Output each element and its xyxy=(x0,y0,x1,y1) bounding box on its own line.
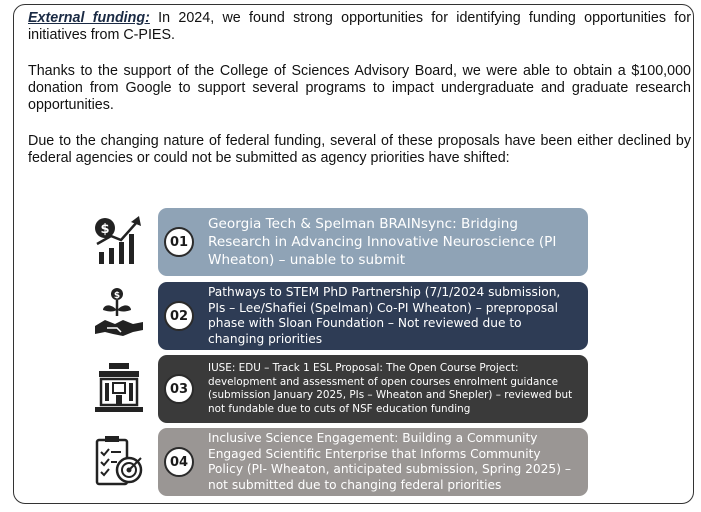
funding-item-4-text: Inclusive Science Engagement: Building a Community Engaged Scientific Enterprise that Informs Community Policy (PI- Wheaton, anticipated submission, Spring 2025) – not submitted due to changing federal priorities xyxy=(208,431,571,492)
funding-item-1 xyxy=(93,208,593,276)
svg-text:$: $ xyxy=(100,222,110,237)
item-number-badge: 03 xyxy=(164,374,194,404)
funding-item-1-text: Georgia Tech & Spelman BRAINsync: Bridging Research in Advancing Innovative Neuroscience (PI Wheaton) – unable to submit xyxy=(208,216,557,268)
funding-item-1-card xyxy=(158,208,588,276)
svg-text:$: $ xyxy=(113,291,121,301)
funding-item-2 xyxy=(93,282,593,350)
funding-item-2-card xyxy=(158,282,588,350)
item-number-badge: 02 xyxy=(164,301,194,331)
funding-item-2-text: Pathways to STEM PhD Partnership (7/1/2024 submission, PIs – Lee/Shafiei (Spelman) Co-PI Wheaton) – preproposal phase with Sloan Foundation – Not reviewed due to changing priorities xyxy=(208,285,561,346)
funding-item-4 xyxy=(93,428,593,496)
google-donation-paragraph: Thanks to the support of the College of Sciences Advisory Board, we were able to obtain a $100,000 donation from Google to support several programs to impact undergraduate and graduate research opportunities. xyxy=(28,63,691,113)
dollar-growth-chart-icon xyxy=(93,212,145,268)
funding-item-3-text: IUSE: EDU – Track 1 ESL Proposal: The Open Course Project: development and assessment of open courses enrolment guidance (submission January 2025, PIs – Wheaton and Shepler) – reviewed but not fundable due to cuts of NSF education funding xyxy=(208,362,573,415)
external-funding-heading: External funding: xyxy=(28,10,150,26)
federal-funding-paragraph: Due to the changing nature of federal funding, several of these proposals have been either declined by federal agencies or could not be submitted as agency priorities have shifted: xyxy=(28,133,691,166)
funding-item-3-card xyxy=(158,355,588,423)
intro-paragraph xyxy=(28,10,691,44)
handshake-money-plant-icon xyxy=(93,286,145,342)
government-building-icon xyxy=(93,359,145,415)
funding-item-3 xyxy=(93,355,593,423)
funding-item-4-card xyxy=(158,428,588,496)
item-number-badge: 01 xyxy=(164,227,194,257)
item-number-badge: 04 xyxy=(164,447,194,477)
clipboard-target-icon xyxy=(93,432,145,488)
intro-text: In 2024, we found strong opportunities for identifying funding opportunities for initiatives from C-PIES. xyxy=(28,10,691,43)
